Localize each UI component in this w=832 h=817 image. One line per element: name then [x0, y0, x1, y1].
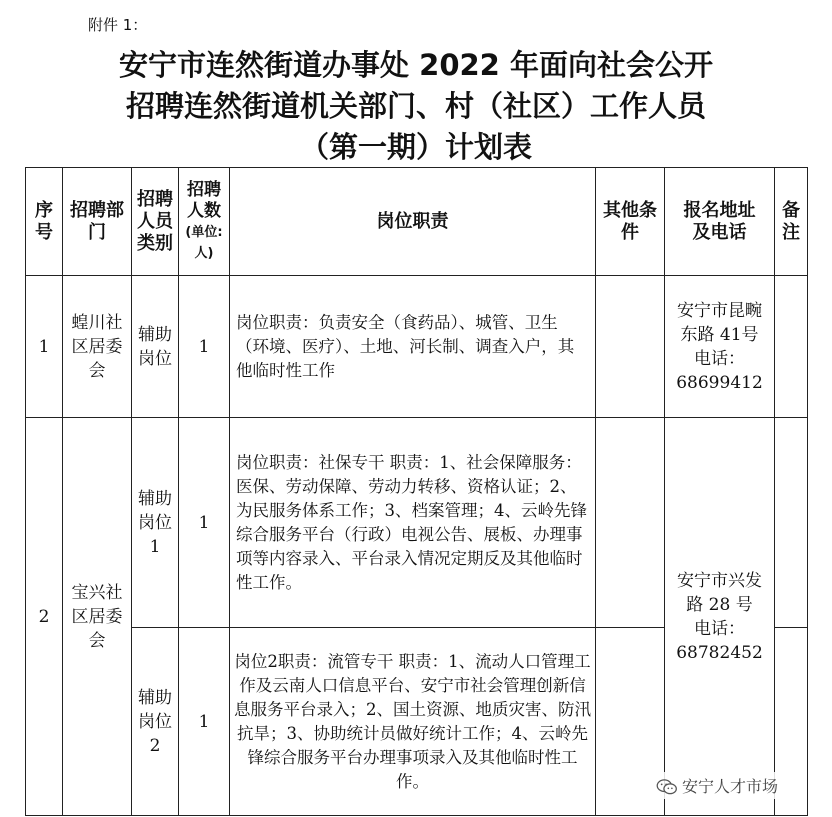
row1-dept: 蝗川社区居委会 [63, 276, 132, 418]
row2-contact [665, 418, 775, 816]
header-other: 其他条件 [596, 168, 665, 276]
page-title-line3: （第一期）计划表 [299, 130, 532, 164]
row2b-count: 1 [179, 628, 230, 816]
row2a-count: 1 [179, 418, 230, 628]
page-title-line2: 招聘连然街道机关部门、村（社区）工作人员 [125, 89, 706, 123]
row1-remark [775, 276, 808, 418]
attachment-label: 附件 1： [88, 16, 148, 34]
table-row [26, 276, 808, 418]
row1-category: 辅助岗位 [132, 276, 179, 418]
table-row [26, 418, 808, 628]
row2a-duty: 岗位职责：社保专干 职责：1、社会保障服务：医保、劳动保障、劳动力转移、资格认证；2、为民服务体系工作；3、档案管理；4、云岭先锋综合服务平台（行政）电视公告、展板、办理事项等内容录入、平台录入情况定期反及其他临时性工作。 [230, 418, 596, 628]
watermark [652, 772, 782, 799]
row2b-category: 辅助岗位2 [132, 628, 179, 816]
row1-contact [665, 276, 775, 418]
header-contact: 报名地址及电话 [665, 168, 775, 276]
row1-seq: 1 [26, 276, 63, 418]
row2-seq: 2 [26, 418, 63, 816]
row1-other [596, 276, 665, 418]
header-dept: 招聘部门 [63, 168, 132, 276]
header-count-unit: (单位:人) [185, 224, 223, 261]
recruitment-plan-table [25, 167, 808, 816]
header-duty: 岗位职责 [230, 168, 596, 276]
row1-count: 1 [179, 276, 230, 418]
row2-contact-phone: 电话：68782452 [676, 618, 763, 663]
row1-contact-phone: 电话：68699412 [676, 348, 763, 393]
table-header-row [26, 168, 808, 276]
header-count: 招聘人数 (单位:人) [179, 168, 230, 276]
row2a-category: 辅助岗位1 [132, 418, 179, 628]
wechat-icon [656, 779, 678, 795]
page-title-line1: 安宁市连然街道办事处 2022 年面向社会公开 [119, 48, 713, 82]
header-seq: 序号 [26, 168, 63, 276]
header-category: 招聘人员类别 [132, 168, 179, 276]
watermark-text: 安宁人才市场 [682, 777, 779, 796]
row2a-remark [775, 418, 808, 628]
header-remark: 备注 [775, 168, 808, 276]
row2b-duty: 岗位2职责：流管专干 职责：1、流动人口管理工作及云南人口信息平台、安宁市社会管理创新信息服务平台录入；2、国土资源、地质灾害、防汛抗旱；3、协助统计员做好统计工作；4、云岭先锋综合服务平台办理事项录入及其他临时性工作。 [230, 628, 596, 816]
row2-dept: 宝兴社区居委会 [63, 418, 132, 816]
row2a-other [596, 418, 665, 628]
row1-duty: 岗位职责：负责安全（食药品）、城管、卫生（环境、医疗）、土地、河长制、调查入户，其他临时性工作 [230, 276, 596, 418]
row2-contact-address: 安宁市兴发路 28 号 [677, 570, 762, 615]
row1-contact-address: 安宁市昆畹东路 41号 [677, 300, 762, 345]
